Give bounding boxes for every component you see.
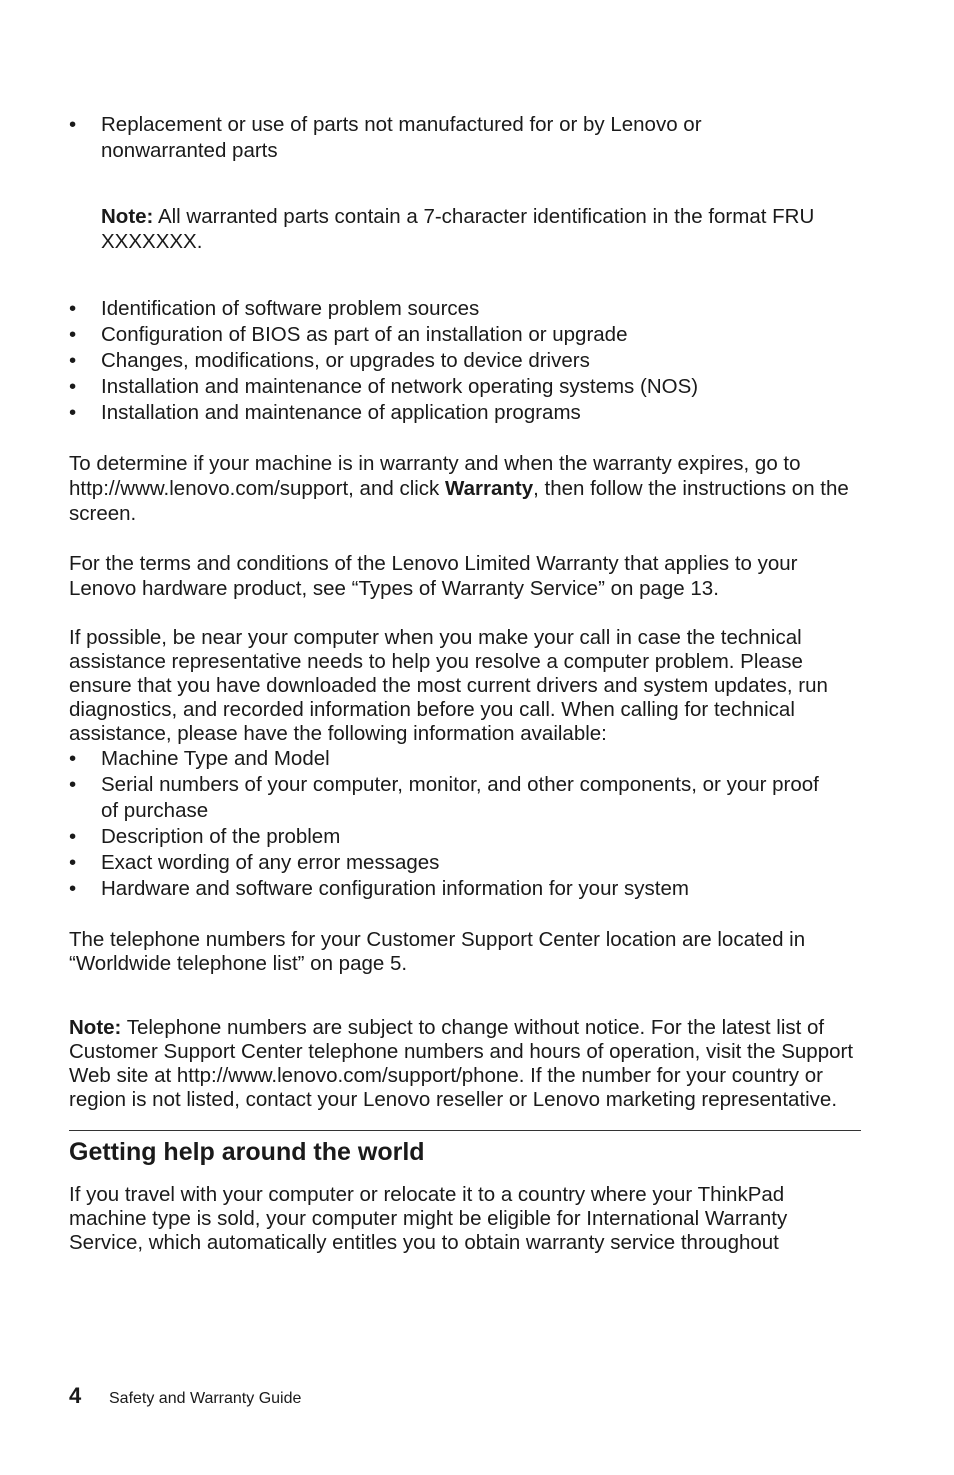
list-item: • Installation and maintenance of network operating systems (NOS) (69, 374, 861, 400)
telephone-paragraph: The telephone numbers for your Customer Support Center location are located in “Worldwide telephone list” on page 5. (69, 928, 806, 975)
page-number: 4 (69, 1383, 82, 1408)
note-text: Telephone numbers are subject to change without notice. For the latest list of Customer Support Center telephone numbers and hours of operation, visit the Support Web site at http://www.lenovo.com/support/phone. If the number for your country or region is not listed, contact your Lenovo reseller or Lenovo marketing representative. (69, 1016, 854, 1111)
list-item: • Identification of software problem sources (69, 296, 861, 322)
warranty-link-label: Warranty (445, 477, 534, 500)
section-body: If you travel with your computer or relocate it to a country where your ThinkPad machine type is sold, your computer might be eligible for International Warranty Service, which automatically entitles you to obtain warranty service throughout (69, 1183, 788, 1254)
exclusions-list (69, 296, 861, 426)
list-item: • Installation and maintenance of application programs (69, 400, 861, 426)
page-content (69, 112, 861, 1255)
section-heading: Getting help around the world (69, 1138, 425, 1166)
list-item: • Configuration of BIOS as part of an installation or upgrade (69, 322, 861, 348)
list-item: • Hardware and software configuration information for your system (69, 876, 829, 902)
list-item: • Description of the problem (69, 824, 829, 850)
note-label: Note: (69, 1016, 122, 1039)
list-item: • Serial numbers of your computer, monitor, and other components, or your proof of purchase (69, 772, 829, 824)
note-fru (69, 204, 861, 254)
list-item: • Changes, modifications, or upgrades to device drivers (69, 348, 861, 374)
page-footer (69, 1383, 301, 1409)
parts-list (69, 112, 769, 164)
call-preparation-paragraph: If possible, be near your computer when you make your call in case the technical assistance representative needs to help you resolve a computer problem. Please ensure that you have downloaded the most current drivers and system updates, run diagnostics, and recorded information before you call. When calling for technical assistance, please have the following information available: (69, 626, 828, 745)
guide-title: Safety and Warranty Guide (109, 1390, 302, 1407)
terms-paragraph: For the terms and conditions of the Lenovo Limited Warranty that applies to your Lenovo hardware product, see “Types of Warranty Service” on page 13. (69, 552, 798, 600)
section-divider (69, 1130, 861, 1131)
list-item: • Replacement or use of parts not manufactured for or by Lenovo or nonwarranted parts (69, 112, 769, 164)
note-telephone (69, 1016, 861, 1112)
list-item: • Machine Type and Model (69, 746, 829, 772)
call-info-list (69, 746, 829, 902)
note-text: All warranted parts contain a 7-character identification in the format FRU XXXXXXX. (101, 205, 815, 253)
note-label: Note: (101, 205, 154, 228)
list-item: • Exact wording of any error messages (69, 850, 829, 876)
warranty-check-paragraph: To determine if your machine is in warranty and when the warranty expires, go to http://www.lenovo.com/support, and click Warranty, then follow the instructions on the screen. (69, 452, 849, 525)
